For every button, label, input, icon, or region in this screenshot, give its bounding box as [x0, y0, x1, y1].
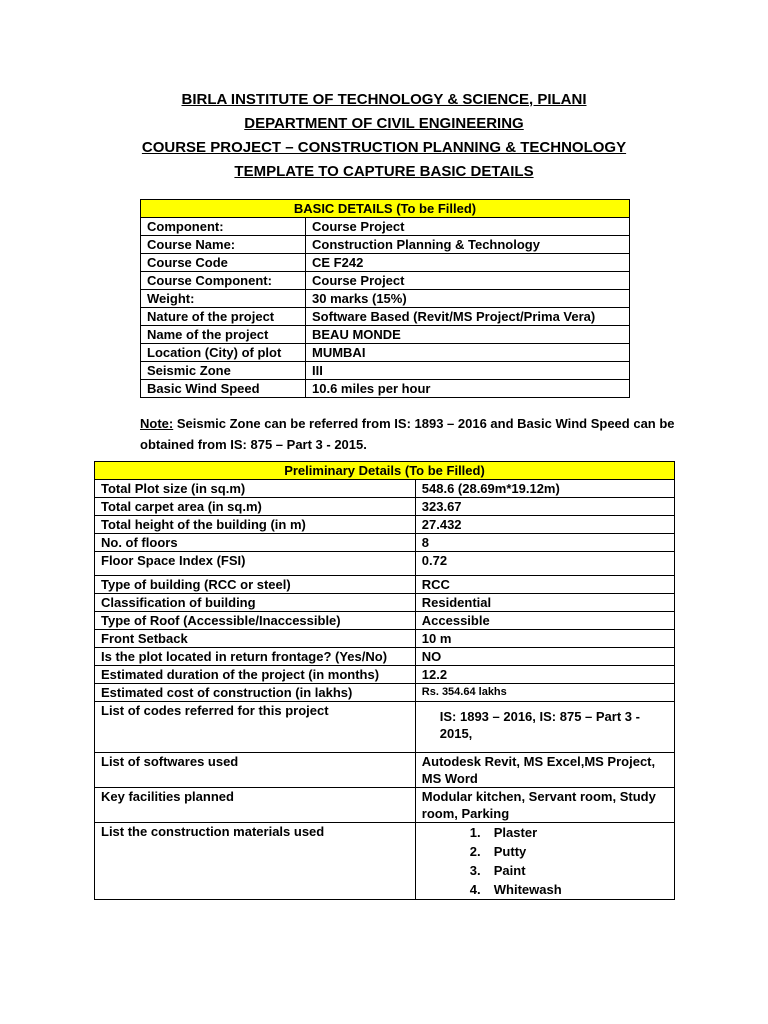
department-title: DEPARTMENT OF CIVIL ENGINEERING: [244, 115, 524, 132]
table-row: [95, 684, 675, 702]
table-row: [95, 788, 675, 823]
field-value: Accessible: [415, 612, 674, 630]
table-row: [95, 552, 675, 576]
field-value: 10 m: [415, 630, 674, 648]
field-label: Seismic Zone: [141, 362, 306, 380]
field-label: Type of Roof (Accessible/Inaccessible): [95, 612, 416, 630]
field-label: Basic Wind Speed: [141, 380, 306, 398]
field-value: BEAU MONDE: [306, 326, 630, 344]
field-value: Rs. 354.64 lakhs: [415, 684, 674, 702]
field-value: Modular kitchen, Servant room, Study room, Parking: [415, 788, 674, 823]
field-label: Component:: [141, 218, 306, 236]
table-row: [141, 362, 630, 380]
field-value: 30 marks (15%): [306, 290, 630, 308]
field-value: 0.72: [415, 552, 674, 576]
list-text: Plaster: [493, 825, 538, 840]
field-label: Is the plot located in return frontage? (Yes/No): [95, 648, 416, 666]
field-label: Type of building (RCC or steel): [95, 576, 416, 594]
basic-details-heading: BASIC DETAILS (To be Filled): [141, 200, 630, 218]
field-label: Nature of the project: [141, 308, 306, 326]
field-value: Software Based (Revit/MS Project/Prima Vera): [306, 308, 630, 326]
table-row: [95, 753, 675, 788]
note-paragraph: [140, 413, 680, 455]
field-value: III: [306, 362, 630, 380]
table-row: [95, 702, 675, 753]
field-value: RCC: [415, 576, 674, 594]
list-number: 4.: [469, 882, 481, 897]
field-label: Front Setback: [95, 630, 416, 648]
note-text: Seismic Zone can be referred from IS: 1893 – 2016 and Basic Wind Speed can be obtained from IS: 875 – Part 3 - 2015.: [140, 416, 675, 452]
field-value: 548.6 (28.69m*19.12m): [415, 480, 674, 498]
table-row: [141, 272, 630, 290]
table-row: [141, 254, 630, 272]
field-value: Course Project: [306, 218, 630, 236]
field-value: 12.2: [415, 666, 674, 684]
list-text: Putty: [493, 844, 527, 859]
table-row: [141, 380, 630, 398]
table-row: [95, 498, 675, 516]
list-text: Paint: [493, 863, 526, 878]
table-row: [141, 326, 630, 344]
table-row: [141, 344, 630, 362]
list-text: Whitewash: [493, 882, 562, 897]
field-label: List of codes referred for this project: [95, 702, 416, 753]
preliminary-details-heading: Preliminary Details (To be Filled): [95, 462, 675, 480]
list-item: [470, 861, 668, 880]
field-label: Floor Space Index (FSI): [95, 552, 416, 576]
table-row: [95, 516, 675, 534]
table-row: [95, 823, 675, 900]
table-header-row: [141, 200, 630, 218]
field-value: Autodesk Revit, MS Excel,MS Project, MS Word: [415, 753, 674, 788]
table-row: [141, 236, 630, 254]
field-label: Course Component:: [141, 272, 306, 290]
field-label: List the construction materials used: [95, 823, 416, 900]
note-label: Note:: [140, 416, 174, 431]
materials-list: [422, 823, 668, 899]
table-row: [95, 648, 675, 666]
field-label: Total Plot size (in sq.m): [95, 480, 416, 498]
template-title: TEMPLATE TO CAPTURE BASIC DETAILS: [234, 163, 534, 180]
field-value: Course Project: [306, 272, 630, 290]
field-value: MUMBAI: [306, 344, 630, 362]
field-value: Residential: [415, 594, 674, 612]
field-label: Total height of the building (in m): [95, 516, 416, 534]
field-value: 323.67: [415, 498, 674, 516]
table-row: [95, 666, 675, 684]
table-row: [95, 612, 675, 630]
field-label: List of softwares used: [95, 753, 416, 788]
field-value: Construction Planning & Technology: [306, 236, 630, 254]
field-label: Course Code: [141, 254, 306, 272]
table-row: [95, 594, 675, 612]
course-project-title: COURSE PROJECT – CONSTRUCTION PLANNING & TECHNOLOGY: [141, 139, 627, 156]
table-row: [141, 290, 630, 308]
table-row: [141, 308, 630, 326]
field-label: Weight:: [141, 290, 306, 308]
table-row: [95, 480, 675, 498]
field-value: 27.432: [415, 516, 674, 534]
list-item: [470, 880, 668, 899]
list-number: 1.: [469, 825, 481, 840]
table-row: [95, 630, 675, 648]
field-value: 10.6 miles per hour: [306, 380, 630, 398]
field-value: NO: [415, 648, 674, 666]
list-item: [470, 842, 668, 861]
field-value: IS: 1893 – 2016, IS: 875 – Part 3 - 2015,: [415, 702, 674, 753]
list-number: 3.: [469, 863, 481, 878]
institute-title: BIRLA INSTITUTE OF TECHNOLOGY & SCIENCE, PILANI: [181, 91, 587, 108]
field-value: CE F242: [306, 254, 630, 272]
table-row: [95, 534, 675, 552]
table-header-row: [95, 462, 675, 480]
preliminary-details-table: [94, 461, 675, 900]
list-item: [470, 823, 668, 842]
field-label: Classification of building: [95, 594, 416, 612]
basic-details-table: [140, 199, 630, 398]
field-label: No. of floors: [95, 534, 416, 552]
field-label: Location (City) of plot: [141, 344, 306, 362]
field-label: Estimated cost of construction (in lakhs): [95, 684, 416, 702]
materials-cell: [415, 823, 674, 900]
document-header: [0, 88, 768, 184]
field-label: Course Name:: [141, 236, 306, 254]
field-value: 8: [415, 534, 674, 552]
field-label: Estimated duration of the project (in months): [95, 666, 416, 684]
field-label: Total carpet area (in sq.m): [95, 498, 416, 516]
field-label: Name of the project: [141, 326, 306, 344]
field-label: Key facilities planned: [95, 788, 416, 823]
table-row: [95, 576, 675, 594]
list-number: 2.: [469, 844, 481, 859]
table-row: [141, 218, 630, 236]
